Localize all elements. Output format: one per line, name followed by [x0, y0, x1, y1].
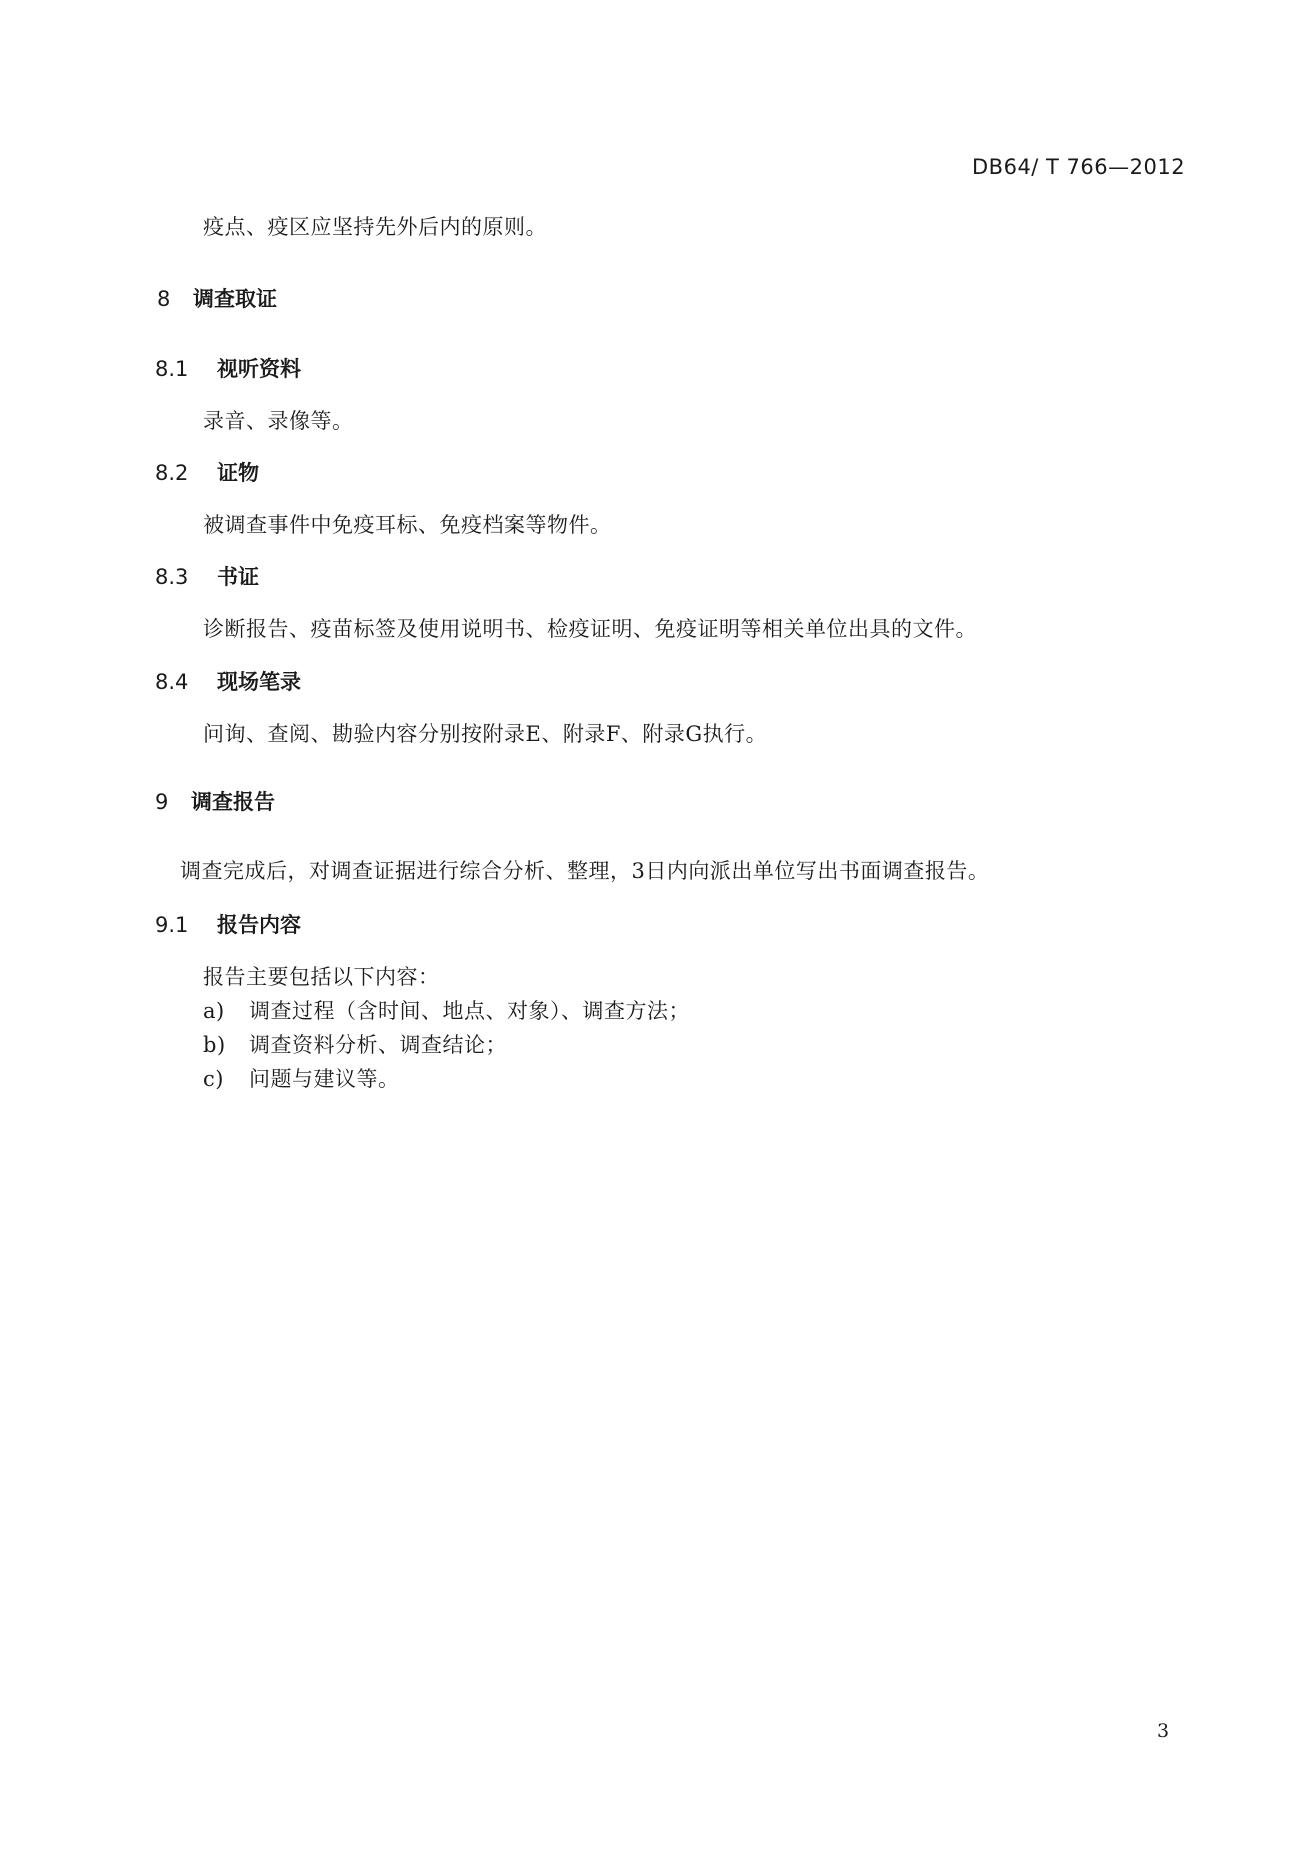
section-8-2-heading: [155, 457, 259, 487]
page-number: 3: [1157, 1720, 1170, 1742]
list-item-text: 调查资料分析、调查结论；: [249, 1033, 507, 1057]
section-8-4-body: 问询、查阅、勘验内容分别按附录E、附录F、附录G执行。: [203, 722, 768, 746]
section-8-3-body: 诊断报告、疫苗标签及使用说明书、检疫证明、免疫证明等相关单位出具的文件。: [203, 617, 977, 641]
section-number: 8.1: [155, 357, 189, 381]
section-8-1-body: 录音、录像等。: [203, 409, 354, 433]
section-8-1-heading: [155, 353, 301, 383]
section-title: 视听资料: [217, 357, 301, 381]
intro-paragraph: 疫点、疫区应坚持先外后内的原则。: [203, 215, 547, 239]
section-8-heading: [157, 283, 277, 313]
list-item: [203, 1063, 400, 1093]
list-item-text: 问题与建议等。: [249, 1067, 400, 1091]
section-title: 现场笔录: [217, 670, 301, 694]
section-title: 书证: [217, 565, 259, 589]
section-8-3-heading: [155, 561, 259, 591]
section-number: 8.4: [155, 670, 189, 694]
section-title: 调查取证: [193, 287, 277, 311]
section-number: 8.3: [155, 565, 189, 589]
section-title: 报告内容: [217, 913, 301, 937]
section-number: 8: [157, 287, 171, 311]
list-item: [203, 995, 690, 1025]
section-number: 9: [155, 790, 169, 814]
section-9-1-heading: [155, 909, 301, 939]
list-item-letter: b): [203, 1033, 226, 1057]
list-item: [203, 1029, 507, 1059]
section-title: 调查报告: [191, 790, 275, 814]
list-item-text: 调查过程（含时间、地点、对象）、调查方法；: [249, 999, 690, 1023]
section-9-heading: [155, 786, 275, 816]
section-number: 9.1: [155, 913, 189, 937]
list-item-letter: c): [203, 1067, 224, 1091]
section-8-4-heading: [155, 666, 301, 696]
section-8-2-body: 被调查事件中免疫耳标、免疫档案等物件。: [203, 513, 612, 537]
section-9-1-intro: 报告主要包括以下内容：: [203, 965, 440, 989]
section-9-body: 调查完成后，对调查证据进行综合分析、整理，3日内向派出单位写出书面调查报告。: [180, 859, 990, 883]
section-number: 8.2: [155, 461, 189, 485]
list-item-letter: a): [203, 999, 225, 1023]
standard-code: DB64/ T 766—2012: [972, 155, 1186, 179]
section-title: 证物: [217, 461, 259, 485]
